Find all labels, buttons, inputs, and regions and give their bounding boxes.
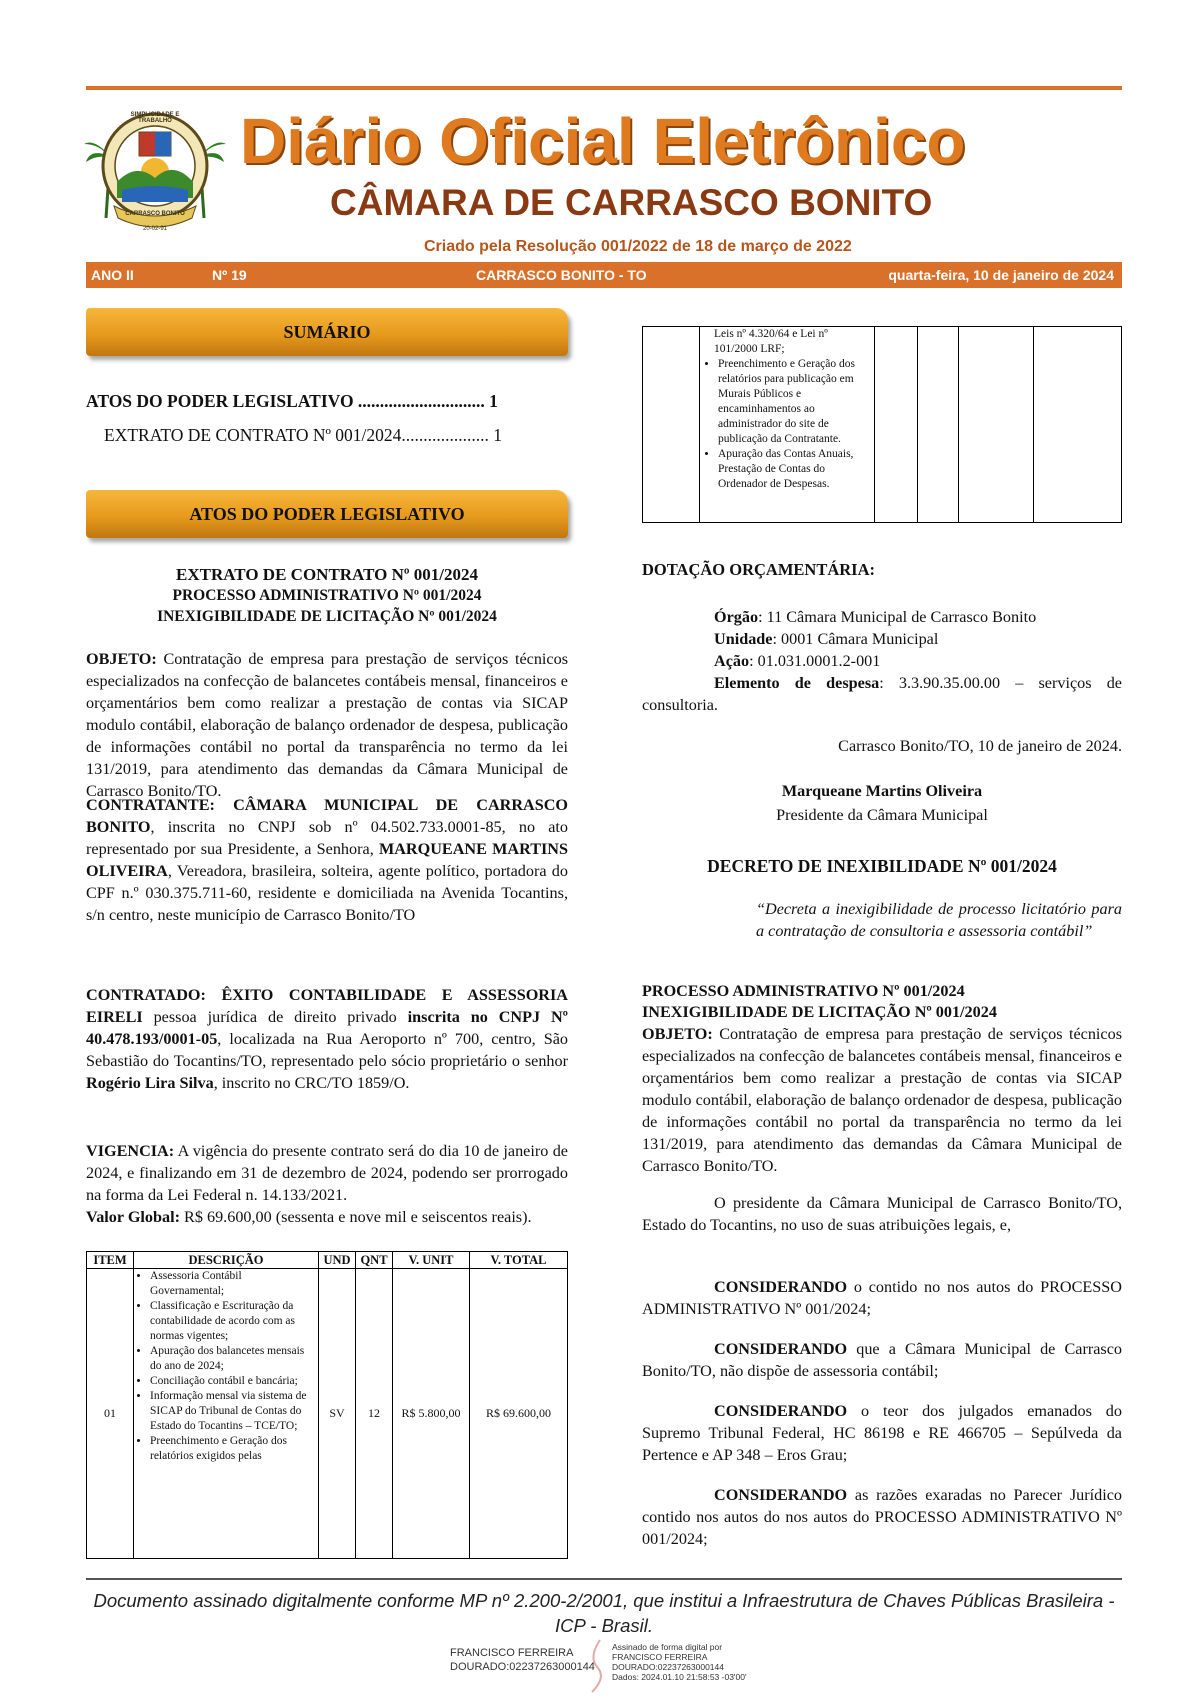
decreto-objeto-text: Contratação de empresa para prestação de serviços técnicos especializados na confecção de balancetes contábeis mensal, financeiros e orçamentários bem como realizar a prestação de contas via SICAP modulo contábil, elaboração de balanço ordenador de despesa, publicação de informações contábil no portal da transparência no termo da lei 131/2019, para atendimento das demandas da Câmara Municipal de Carrasco Bonito/TO. <box>642 1025 1122 1175</box>
municipal-seal <box>84 98 226 236</box>
place-date: Carrasco Bonito/TO, 10 de janeiro de 2024. <box>838 737 1122 755</box>
th-qnt: QNT <box>356 1252 393 1269</box>
contratante-text-2: , Vereadora, brasileira, solteira, agente político, portadora do CPF n.º 030.375.711-60, residente e domiciliada na Avenida Tocantins, s/n centro, neste município de Carrasco Bonito/TO <box>86 862 568 924</box>
extrato-title: EXTRATO DE CONTRATO Nº 001/2024 <box>176 565 478 584</box>
extrato-contratado <box>86 984 568 1094</box>
unidade-label: Unidade <box>714 630 773 648</box>
issue-info-bar <box>86 262 1122 288</box>
list-item: • Conciliação contábil e bancária; <box>150 1374 316 1389</box>
seal-date: 20-02-91 <box>142 226 168 232</box>
elemento-value: : 3.3.90.35.00.00 – serviços de consultoria. <box>642 674 1122 714</box>
masthead-subtitle: CÂMARA DE CARRASCO BONITO <box>330 182 933 223</box>
cont-desc-text: Leis nº 4.320/64 e Lei nº 101/2000 LRF; <box>714 328 828 355</box>
signer-role: Presidente da Câmara Municipal <box>776 806 988 824</box>
masthead-resolution: Criado pela Resolução 001/2022 de 18 de março de 2022 <box>424 238 852 255</box>
digital-signature-name <box>450 1646 595 1674</box>
summary-entry-legislativo[interactable] <box>86 390 568 412</box>
considerando-4-text: as razões exaradas no Parecer Jurídico contido nos autos do nos autos do PROCESSO ADMINISTRATIVO Nº 001/2024; <box>642 1486 1122 1548</box>
considerando-4 <box>642 1484 1122 1550</box>
seal-motto: SIMPLICIDADE E TRABALHO <box>130 112 180 124</box>
vigencia-label: VIGENCIA: <box>86 1142 175 1160</box>
considerando-3 <box>642 1400 1122 1466</box>
cont-cell-qnt <box>918 327 959 523</box>
list-item: • Preenchimento e Geração dos relatórios para publicação em Murais Públicos e encaminhamentos ao administrador do site de publicação da Contratante. <box>718 357 872 447</box>
cell-descricao <box>134 1269 319 1559</box>
footer-rule <box>86 1578 1122 1580</box>
list-item: • Assessoria Contábil Governamental; <box>150 1269 316 1299</box>
items-table <box>86 1251 568 1559</box>
issue-location: CARRASCO BONITO - TO <box>476 267 647 283</box>
considerando-2 <box>642 1338 1122 1382</box>
cont-cell-und <box>875 327 918 523</box>
items-table-continuation-wrapper <box>642 326 1122 523</box>
decreto-inexigibility: INEXIGIBILIDADE DE LICITAÇÃO Nº 001/2024 <box>642 1003 997 1021</box>
cont-cell-item <box>643 327 700 523</box>
cont-cell-descricao <box>700 327 875 523</box>
sig-detail-4: Dados: 2024.01.10 21:58:53 -03'00' <box>612 1672 747 1682</box>
list-item: • Classificação e Escrituração da contabilidade de acordo com as normas vigentes; <box>150 1299 316 1344</box>
list-item: • Informação mensal via sistema de SICAP do Tribunal de Contas do Estado do Tocantins – TCE/TO; <box>150 1389 316 1434</box>
considerando-2-text: que a Câmara Municipal de Carrasco Bonito/TO, não dispõe de assessoria contábil; <box>642 1340 1122 1380</box>
th-vunit: V. UNIT <box>393 1252 470 1269</box>
items-table-header <box>87 1252 568 1269</box>
sig-name-2: DOURADO:02237263000144 <box>450 1661 595 1673</box>
decreto-ementa: “Decreta a inexigibilidade de processo licitatório para a contratação de consultoria e assessoria contábil” <box>756 900 1122 940</box>
contratado-label: CONTRATADO: ÊXITO CONTABILIDADE E ASSESSORIA EIRELI <box>86 986 568 1026</box>
contratante-text-1: , inscrita no CNPJ sob nº 04.502.733.0001-85, no ato representado por sua Presidente, a Senhora, <box>86 818 568 858</box>
elemento-label: Elemento de despesa <box>714 674 880 692</box>
cell-vtotal: R$ 69.600,00 <box>470 1269 568 1559</box>
contratante-label: CONTRATANTE: CÂMARA MUNICIPAL DE CARRASCO BONITO <box>86 796 568 836</box>
extrato-inexigibility: INEXIGIBILIDADE DE LICITAÇÃO Nº 001/2024 <box>157 608 497 625</box>
contratado-text-1: pessoa jurídica de direito privado <box>142 1008 408 1026</box>
issue-year: ANO II <box>91 267 134 283</box>
extrato-contratante <box>86 794 568 926</box>
summary-entry-extrato[interactable] <box>104 424 586 446</box>
decreto-objeto <box>642 1023 1122 1177</box>
acao-value: : 01.031.0001.2-001 <box>749 652 881 670</box>
items-table-continuation <box>642 326 1122 523</box>
th-descricao: DESCRIÇÃO <box>134 1252 319 1269</box>
list-item: • Apuração dos balancetes mensais do ano de 2024; <box>150 1344 316 1374</box>
considerando-3-text: o teor dos julgados emanados do Supremo Tribunal Federal, HC 86198 e RE 466705 – Sepúlveda da Pertence e AP 348 – Eros Grau; <box>642 1402 1122 1464</box>
section-banner: ATOS DO PODER LEGISLATIVO <box>86 490 568 538</box>
contratado-socio: Rogério Lira Silva <box>86 1074 214 1092</box>
issue-date: quarta-feira, 10 de janeiro de 2024 <box>888 267 1114 283</box>
digital-signature-details <box>612 1642 747 1682</box>
decreto-process-block <box>642 981 1122 1023</box>
contratante-name: MARQUEANE MARTINS OLIVEIRA <box>86 840 568 880</box>
dotacao-title: DOTAÇÃO ORÇAMENTÁRIA: <box>642 560 875 579</box>
unidade-value: : 0001 Câmara Municipal <box>772 630 939 648</box>
considerando-label: CONSIDERANDO <box>714 1486 848 1504</box>
items-table-wrapper <box>86 1251 568 1559</box>
dotacao-block <box>642 606 1122 716</box>
dotacao-elemento <box>642 672 1122 716</box>
top-rule <box>86 86 1122 90</box>
seal-name: CARRASCO BONITO <box>125 211 185 217</box>
dotacao-acao <box>642 650 1122 672</box>
decreto-intro: O presidente da Câmara Municipal de Carrasco Bonito/TO, Estado do Tocantins, no uso de suas atribuições legais, e, <box>642 1194 1122 1234</box>
summary-entry-2: EXTRATO DE CONTRATO Nº 001/2024.................... 1 <box>104 425 503 445</box>
cell-und: SV <box>319 1269 356 1559</box>
contratado-text-3: , inscrito no CRC/TO 1859/O. <box>213 1074 410 1092</box>
valor-text: R$ 69.600,00 (sessenta e nove mil e seiscentos reais). <box>180 1208 532 1226</box>
cont-desc-list <box>704 357 872 492</box>
decreto-process: PROCESSO ADMINISTRATIVO Nº 001/2024 <box>642 982 965 1000</box>
decreto-objeto-label: OBJETO: <box>642 1025 713 1043</box>
list-item: • Preenchimento e Geração dos relatórios exigidos pelas <box>150 1434 316 1464</box>
considerando-1-text: o contido no nos autos do PROCESSO ADMINISTRATIVO Nº 001/2024; <box>642 1278 1122 1318</box>
desc-list <box>136 1269 316 1464</box>
cont-cell-vunit <box>959 327 1034 523</box>
cell-item: 01 <box>87 1269 134 1559</box>
signer-name: Marqueane Martins Oliveira <box>781 782 983 800</box>
table-row <box>87 1269 568 1559</box>
extrato-vigencia <box>86 1140 568 1206</box>
considerando-label: CONSIDERANDO <box>714 1340 848 1358</box>
extrato-valor <box>86 1206 568 1228</box>
objeto-label: OBJETO: <box>86 650 157 668</box>
th-item: ITEM <box>87 1252 134 1269</box>
orgao-value: : 11 Câmara Municipal de Carrasco Bonito <box>758 608 1037 626</box>
cell-qnt: 12 <box>356 1269 393 1559</box>
footer-certification: Documento assinado digitalmente conforme MP nº 2.200-2/2001, que institui a Infraestrutura de Chaves Públicas Brasileira - ICP - Brasil. <box>93 1590 1115 1636</box>
acao-label: Ação <box>714 652 750 670</box>
decreto-title: DECRETO DE INEXIBILIDADE Nº 001/2024 <box>707 856 1057 876</box>
extrato-objeto <box>86 648 568 802</box>
th-und: UND <box>319 1252 356 1269</box>
sig-detail-3: DOURADO:02237263000144 <box>612 1662 724 1672</box>
considerando-label: CONSIDERANDO <box>714 1278 848 1296</box>
dotacao-orgao <box>642 606 1122 628</box>
orgao-label: Órgão <box>714 608 759 626</box>
considerando-1 <box>642 1276 1122 1320</box>
extrato-process: PROCESSO ADMINISTRATIVO Nº 001/2024 <box>172 587 482 604</box>
summary-entry-1: ATOS DO PODER LEGISLATIVO ............................. 1 <box>86 391 498 411</box>
summary-banner: SUMÁRIO <box>86 308 568 356</box>
valor-label: Valor Global: <box>86 1208 180 1226</box>
table-row <box>643 327 1122 523</box>
considerando-label: CONSIDERANDO <box>714 1402 848 1420</box>
sig-name-1: FRANCISCO FERREIRA <box>450 1647 574 1659</box>
th-vtotal: V. TOTAL <box>470 1252 568 1269</box>
list-item: • Apuração das Contas Anuais, Prestação de Contas do Ordenador de Despesas. <box>718 447 872 492</box>
sig-detail-2: FRANCISCO FERREIRA <box>612 1652 708 1662</box>
sig-detail-1: Assinado de forma digital por <box>612 1642 723 1652</box>
signature-mark <box>586 1638 608 1694</box>
dotacao-unidade <box>642 628 1122 650</box>
objeto-text: Contratação de empresa para prestação de serviços técnicos especializados na confecção de balancetes contábeis mensal, financeiros e orçamentários bem como realizar a prestação de contas via SICAP modulo contábil, elaboração de balanço ordenador de despesa, publicação de informações contábil no portal da transparência no termo da lei 131/2019, para atendimento das demandas da Câmara Municipal de Carrasco Bonito/TO. <box>86 650 568 800</box>
cell-vunit: R$ 5.800,00 <box>393 1269 470 1559</box>
masthead-title: Diário Oficial Eletrônico <box>240 105 966 177</box>
contratado-text-2: , localizada na Rua Aeroporto nº 700, centro, São Sebastião do Tocantins/TO, representado pelo sócio proprietário o senhor <box>86 1030 568 1070</box>
extrato-titles <box>86 564 568 627</box>
vigencia-text: A vigência do presente contrato será do dia 10 de janeiro de 2024, e finalizando em 31 de dezembro de 2024, podendo ser prorrogado na forma da Lei Federal n. 14.133/2021. <box>86 1142 568 1204</box>
cont-cell-vtotal <box>1034 327 1122 523</box>
issue-number: Nº 19 <box>212 267 247 283</box>
contratado-cnpj: inscrita no CNPJ Nº 40.478.193/0001-05 <box>86 1008 568 1048</box>
